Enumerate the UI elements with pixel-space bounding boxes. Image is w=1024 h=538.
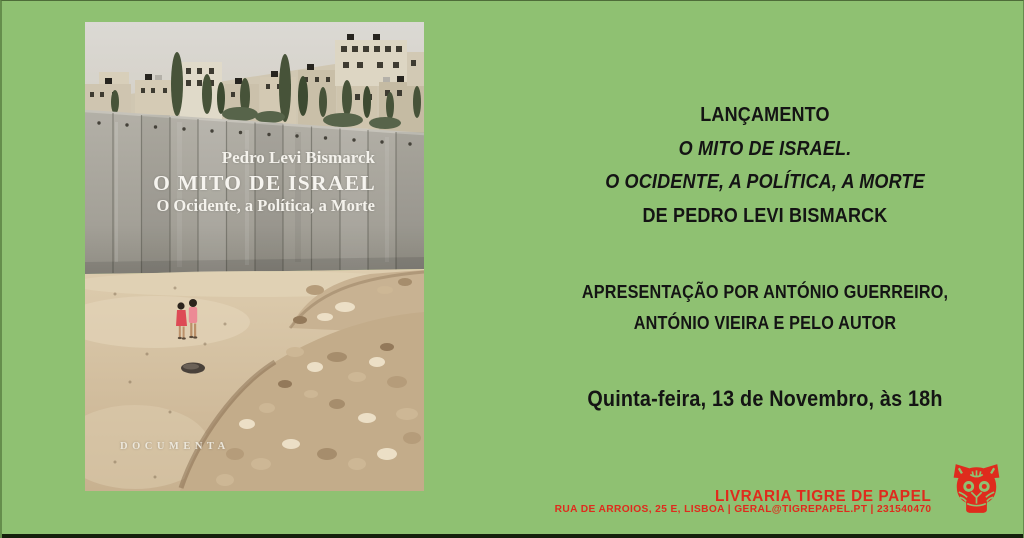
bookstore-address: RUA DE ARROIOS, 25 E, LISBOA | GERAL@TIGREPAPEL.PT | 231540470 — [554, 502, 931, 515]
publisher-logo-text: DOCUMENTA — [120, 441, 230, 452]
book-title-line: O MITO DE ISRAEL. — [678, 137, 852, 160]
tiger-logo-icon — [950, 461, 1003, 515]
event-datetime: Quinta-feira, 13 de Novembro, às 18h — [587, 386, 943, 411]
launch-heading-block — [558, 99, 972, 233]
book-cover — [85, 22, 424, 491]
cover-author-text: Pedro Levi Bismarck — [221, 148, 375, 167]
cover-subtitle-text: O Ocidente, a Política, a Morte — [156, 196, 375, 215]
presentation-line-2: ANTÓNIO VIEIRA E PELO AUTOR — [633, 313, 897, 333]
cover-photo-ground — [85, 269, 424, 491]
book-author-line: DE PEDRO LEVI BISMARCK — [642, 204, 888, 227]
cover-photo-illustration — [85, 22, 424, 491]
event-text-column — [535, 1, 995, 538]
bottom-border-bar — [2, 534, 1023, 538]
presentation-line-1: APRESENTAÇÃO POR ANTÓNIO GUERREIRO, — [581, 282, 949, 302]
presentation-block — [558, 277, 972, 339]
book-subtitle-line: O OCIDENTE, A POLÍTICA, A MORTE — [605, 171, 925, 194]
cover-title-text: O MITO DE ISRAEL — [153, 171, 376, 195]
launch-label: LANÇAMENTO — [700, 104, 830, 126]
bookstore-name: LIVRARIA TIGRE DE PAPEL — [714, 488, 931, 505]
